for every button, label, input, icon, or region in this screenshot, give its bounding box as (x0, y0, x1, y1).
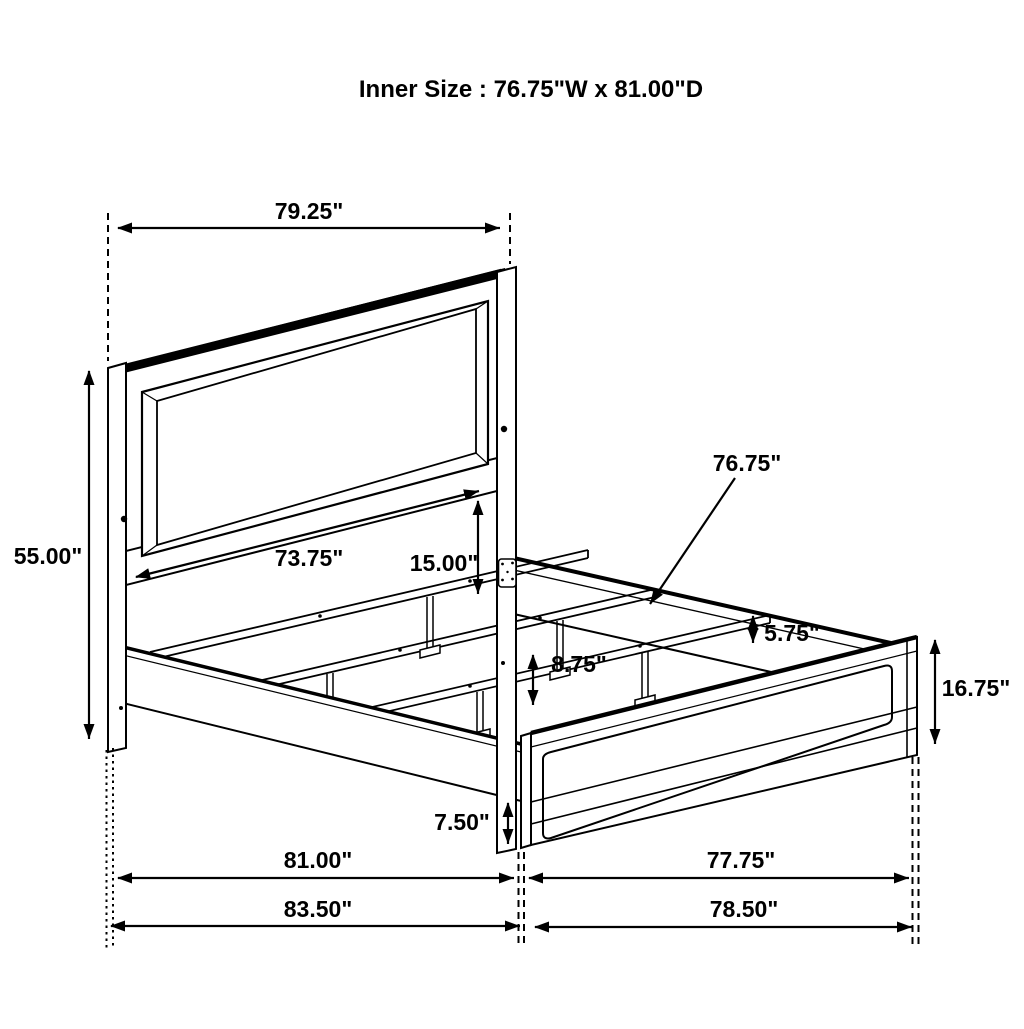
diagram-title: Inner Size : 76.75"W x 81.00"D (358, 76, 704, 103)
rail-bracket (499, 559, 517, 587)
dim-footboard-width-label: 78.50" (709, 896, 779, 922)
dim-slat-length-leader (650, 478, 735, 604)
dim-outer-depth-label: 83.50" (283, 896, 353, 922)
dim-headboard-height-label: 55.00" (13, 543, 83, 569)
left-side-rail-line-art (119, 646, 521, 801)
dim-headboard-inner-width-label: 73.75" (274, 545, 344, 571)
dim-slat-to-rail-drop-label: 5.75" (764, 620, 820, 646)
dim-headboard-leg-height-label: 15.00" (409, 550, 479, 576)
dim-inner-depth-label: 81.00" (283, 847, 353, 873)
dim-deck-clearance-label: 8.75" (551, 651, 607, 677)
dim-slat-length-label: 76.75" (712, 450, 782, 476)
dim-headboard-width-label: 79.25" (274, 198, 344, 224)
dim-footboard-height-label: 16.75" (941, 675, 1011, 701)
dim-footboard-inner-width-label: 77.75" (706, 847, 776, 873)
dim-rail-to-floor-gap-label: 7.50" (434, 809, 490, 835)
